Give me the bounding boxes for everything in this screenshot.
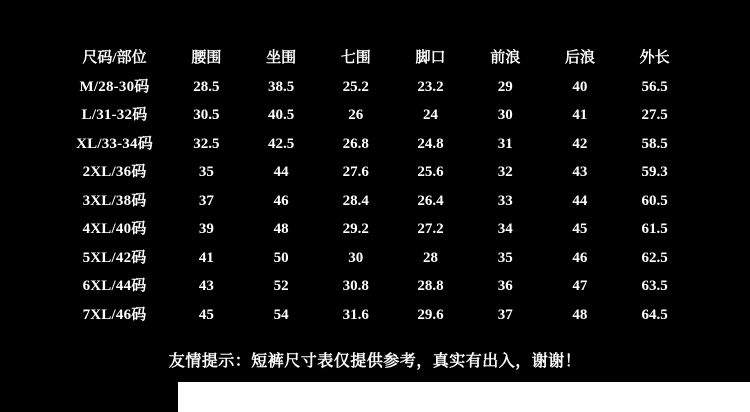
- cell-outseam: 56.5: [641, 78, 668, 95]
- cell-leg-opening: 27.2: [417, 221, 444, 237]
- cell-thigh: 25.2: [342, 78, 369, 95]
- table-row: [60, 101, 692, 130]
- column-header-hip: 坐围: [266, 50, 297, 66]
- cell-thigh: 27.6: [342, 164, 369, 180]
- cell-leg-opening: 25.6: [417, 164, 444, 180]
- cell-waist: 45: [198, 306, 214, 323]
- row-header-size: 3XL/38码: [82, 192, 147, 209]
- cell-thigh: 28.4: [342, 192, 369, 209]
- cell-hip: 46: [273, 192, 289, 209]
- cell-outseam: 27.5: [641, 107, 668, 123]
- column-header-waist: 腰围: [191, 50, 222, 66]
- row-header-size: M/28-30码: [79, 78, 150, 95]
- table-body: [60, 73, 692, 330]
- cell-leg-opening: 29.6: [417, 306, 444, 323]
- cell-back-rise: 44: [572, 192, 588, 209]
- cell-back-rise: 43: [572, 164, 588, 180]
- table-row: [60, 272, 692, 301]
- cell-waist: 37: [198, 192, 214, 209]
- cell-waist: 43: [198, 278, 214, 294]
- cell-thigh: 30: [348, 249, 364, 266]
- column-header-size: 尺码/部位: [82, 50, 147, 66]
- cell-outseam: 58.5: [641, 135, 668, 152]
- cell-front-rise: 34: [497, 221, 513, 237]
- cell-front-rise: 37: [497, 306, 513, 323]
- cell-front-rise: 35: [497, 249, 513, 266]
- cell-leg-opening: 24.8: [417, 135, 444, 152]
- cell-waist: 35: [198, 164, 214, 180]
- cell-front-rise: 33: [497, 192, 513, 209]
- size-chart-footnote: 友情提示：短裤尺寸表仅提供参考，真实有出入，谢谢！: [168, 353, 582, 370]
- cell-leg-opening: 26.4: [417, 192, 444, 209]
- cell-front-rise: 30: [497, 107, 513, 123]
- cell-waist: 30.5: [193, 107, 220, 123]
- size-chart-table: [60, 44, 692, 329]
- cell-waist: 39: [198, 221, 214, 237]
- black-panel-bottom-stub: [0, 382, 178, 412]
- cell-thigh: 26.8: [342, 135, 369, 152]
- row-header-size: XL/33-34码: [76, 135, 153, 152]
- cell-waist: 32.5: [193, 135, 220, 152]
- cell-back-rise: 41: [572, 107, 588, 123]
- row-header-size: 2XL/36码: [82, 164, 147, 180]
- table-row: [60, 301, 692, 330]
- cell-back-rise: 42: [572, 135, 588, 152]
- cell-back-rise: 46: [572, 249, 588, 266]
- row-header-size: 6XL/44码: [82, 278, 147, 294]
- cell-hip: 50: [273, 249, 289, 266]
- column-header-front-rise: 前浪: [490, 50, 521, 66]
- cell-front-rise: 31: [497, 135, 513, 152]
- cell-thigh: 31.6: [342, 306, 369, 323]
- cell-outseam: 64.5: [641, 306, 668, 323]
- cell-outseam: 62.5: [641, 249, 668, 266]
- row-header-size: 7XL/46码: [82, 306, 147, 323]
- table-header-row: [60, 44, 692, 73]
- table-row: [60, 158, 692, 187]
- cell-back-rise: 47: [572, 278, 588, 294]
- cell-waist: 41: [198, 249, 214, 266]
- cell-leg-opening: 28: [422, 249, 438, 266]
- cell-outseam: 59.3: [641, 164, 668, 180]
- cell-hip: 54: [273, 306, 289, 323]
- cell-hip: 48: [273, 221, 289, 237]
- cell-leg-opening: 24: [422, 107, 438, 123]
- cell-outseam: 61.5: [641, 221, 668, 237]
- column-header-back-rise: 后浪: [564, 50, 595, 66]
- table-row: [60, 244, 692, 273]
- cell-back-rise: 45: [572, 221, 588, 237]
- column-header-thigh: 七围: [340, 50, 371, 66]
- cell-back-rise: 40: [572, 78, 588, 95]
- table-row: [60, 215, 692, 244]
- cell-thigh: 30.8: [342, 278, 369, 294]
- row-header-size: L/31-32码: [81, 107, 148, 123]
- table-row: [60, 73, 692, 102]
- cell-front-rise: 36: [497, 278, 513, 294]
- cell-back-rise: 48: [572, 306, 588, 323]
- cell-front-rise: 32: [497, 164, 513, 180]
- row-header-size: 4XL/40码: [82, 221, 147, 237]
- table-header: [60, 44, 692, 73]
- cell-hip: 52: [273, 278, 289, 294]
- cell-thigh: 26: [348, 107, 364, 123]
- cell-outseam: 60.5: [641, 192, 668, 209]
- cell-hip: 42.5: [267, 135, 295, 152]
- table-row: [60, 130, 692, 159]
- cell-hip: 40.5: [267, 107, 295, 123]
- cell-outseam: 63.5: [641, 278, 668, 294]
- cell-front-rise: 29: [497, 78, 513, 95]
- cell-waist: 28.5: [193, 78, 220, 95]
- cell-thigh: 29.2: [342, 221, 369, 237]
- column-header-outseam: 外长: [639, 50, 670, 66]
- column-header-leg-opening: 脚口: [415, 50, 446, 66]
- cell-hip: 38.5: [267, 78, 295, 95]
- cell-leg-opening: 28.8: [417, 278, 444, 294]
- cell-leg-opening: 23.2: [417, 78, 444, 95]
- table-row: [60, 187, 692, 216]
- row-header-size: 5XL/42码: [82, 249, 147, 266]
- cell-hip: 44: [273, 164, 289, 180]
